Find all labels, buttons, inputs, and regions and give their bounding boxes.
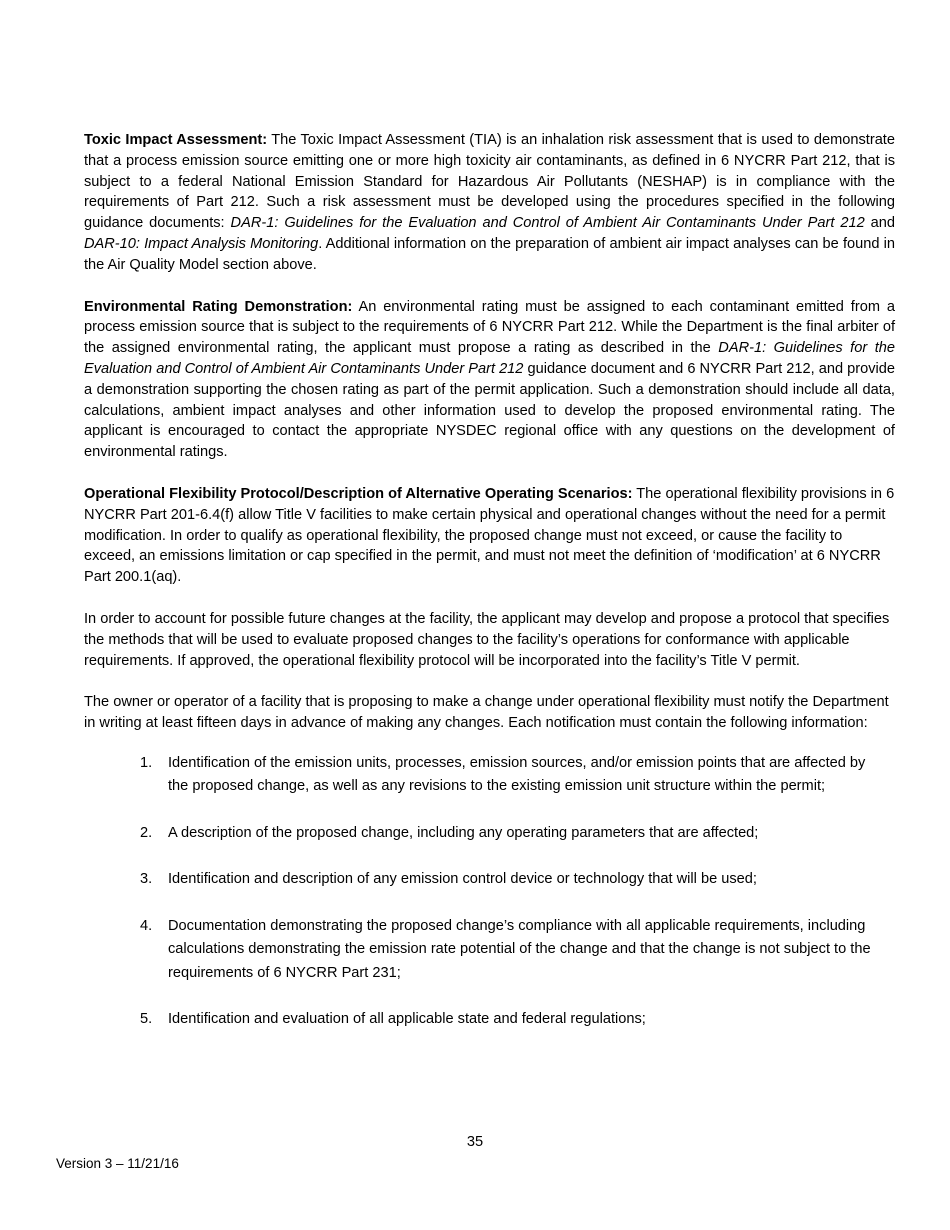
list-item <box>140 1008 888 1032</box>
list-item-text: Documentation demonstrating the proposed change’s compliance with all applicable requirements, including calculations demonstrating the emission rate potential of the change and that the change is not subject to the requirements of 6 NYCRR Part 231; <box>168 917 871 981</box>
page-number: 35 <box>466 1134 484 1150</box>
paragraph-protocol: In order to account for possible future changes at the facility, the applicant may develop and propose a protocol that specifies the methods that will be used to evaluate proposed changes to the facility’s operations for conformance with applicable requirements. If approved, the operational flexibility protocol will be incorporated into the facility’s Title V permit. <box>84 610 890 669</box>
tia-text-and: and <box>864 215 895 232</box>
paragraph-operational-flexibility <box>84 484 895 588</box>
tia-doc-title-dar10: DAR-10: Impact Analysis Monitoring <box>84 235 319 252</box>
list-item-number: 5. <box>140 1011 153 1028</box>
tia-text-end: . Additional information on the preparation of ambient air impact analyses can be found in the Air Quality Model section above. <box>84 235 895 273</box>
erd-text-end: guidance document and 6 NYCRR Part 212, and provide a demonstration supporting the chosen rating as part of the permit application. Such a demonstration should include all data, calculations, ambient impact analyses and other information used to develop the proposed environmental rating. The applicant is encouraged to contact the appropriate NYSDEC regional office with any questions on the development of environmental ratings. <box>84 360 895 461</box>
notification-requirements-list <box>84 752 895 1032</box>
heading-toxic-impact-assessment: Toxic Impact Assessment: <box>84 132 268 148</box>
list-item <box>140 868 888 892</box>
list-item-text: A description of the proposed change, including any operating parameters that are affected; <box>168 824 759 841</box>
list-item-text: Identification of the emission units, processes, emission sources, and/or emission points that are affected by the proposed change, as well as any revisions to the existing emission unit structure within the permit; <box>168 754 866 795</box>
list-item-number: 1. <box>140 754 153 771</box>
list-item-number: 4. <box>140 917 153 934</box>
erd-doc-title-dar1: DAR-1: Guidelines for the Evaluation and Control of Ambient Air Contaminants Under Part 212 <box>84 340 895 377</box>
document-body <box>84 130 895 1055</box>
paragraph-notification: The owner or operator of a facility that is proposing to make a change under operational flexibility must notify the Department in writing at least fifteen days in advance of making any changes. Each notification must contain the following information: <box>84 694 889 732</box>
list-item-number: 3. <box>140 871 153 888</box>
list-item <box>140 915 888 986</box>
erd-text: An environmental rating must be assigned to each contaminant emitted from a process emission source that is subject to the requirements of 6 NYCRR Part 212. While the Department is the final arbiter of the assigned environmental rating, the applicant must propose a rating as described in the <box>84 298 895 357</box>
version-footer: Version 3 – 11/21/16 <box>56 1156 179 1171</box>
list-item-text: Identification and evaluation of all applicable state and federal regulations; <box>168 1011 646 1028</box>
paragraph-environmental-rating <box>84 297 895 463</box>
list-item <box>140 822 888 846</box>
tia-text: The Toxic Impact Assessment (TIA) is an inhalation risk assessment that is used to demonstrate that a process emission source emitting one or more high toxicity air contaminants, as defined in 6 NYCRR Part 212, that is subject to a federal National Emission Standard for Hazardous Air Pollutants (NESHAP) is in compliance with the requirements of Part 212. Such a risk assessment must be developed using the procedures specified in the following guidance documents: <box>84 132 895 232</box>
tia-doc-title-dar1: DAR-1: Guidelines for the Evaluation and Control of Ambient Air Contaminants Under Part 212 <box>230 215 865 232</box>
paragraph-toxic-impact-assessment <box>84 130 895 276</box>
heading-operational-flexibility: Operational Flexibility Protocol/Description of Alternative Operating Scenarios: <box>84 485 633 502</box>
list-item-number: 2. <box>140 824 153 841</box>
list-item <box>140 752 888 799</box>
ofp-text: The operational flexibility provisions in 6 NYCRR Part 201-6.4(f) allow Title V facilities to make certain physical and operational changes without the need for a permit modification. In order to qualify as operational flexibility, the proposed change must not exceed, or cause the facility to exceed, an emissions limitation or cap specified in the permit, and must not meet the definition of ‘modification’ at 6 NYCRR Part 200.1(aq). <box>84 485 895 586</box>
heading-environmental-rating: Environmental Rating Demonstration: <box>84 298 353 315</box>
list-item-text: Identification and description of any emission control device or technology that will be used; <box>168 871 757 888</box>
